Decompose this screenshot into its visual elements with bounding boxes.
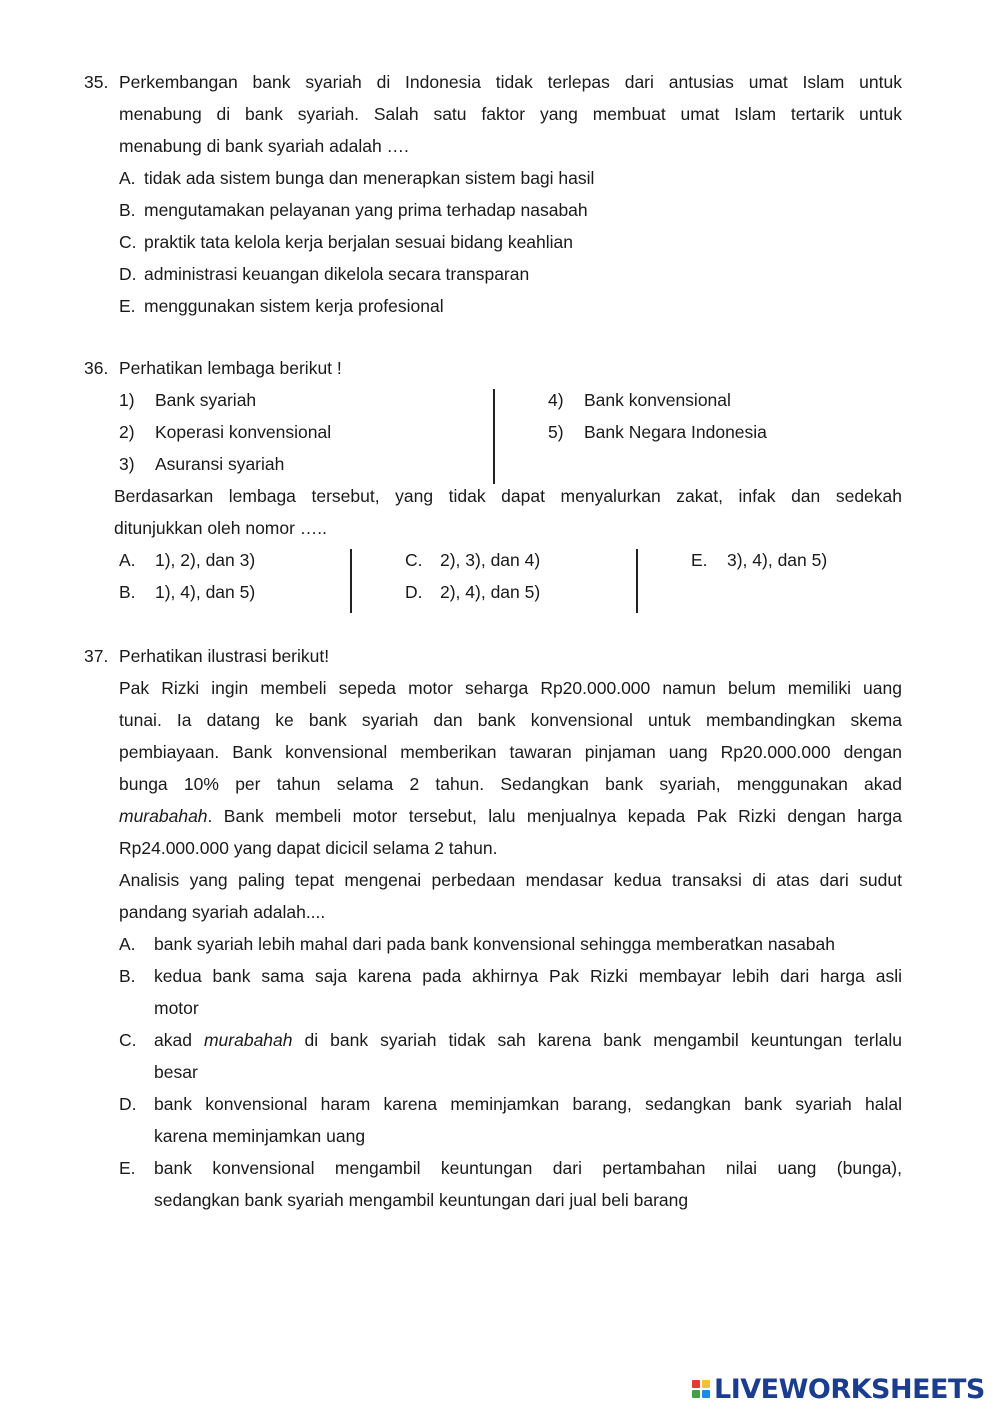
answer-option-c[interactable] — [119, 226, 902, 258]
answer-option-d[interactable] — [119, 1088, 902, 1152]
question-stem-line: Perkembangan bank syariah di Indonesia tidak terlepas dari antusias umat Islam untuk — [119, 72, 902, 92]
option-text-line: bank konvensional mengambil keuntungan dari pertambahan nilai uang (bunga), — [154, 1158, 902, 1178]
item-number: 5) — [548, 422, 564, 442]
option-label: D. — [119, 264, 137, 284]
item-text: Bank Negara Indonesia — [584, 422, 767, 442]
analysis-line: Analisis yang paling tepat mengenai perbedaan mendasar kedua transaksi di atas dari sudut — [119, 870, 902, 890]
option-text: akad — [154, 1030, 192, 1050]
story-line — [119, 800, 902, 832]
option-text: menggunakan sistem kerja profesional — [144, 296, 444, 316]
column-divider — [350, 549, 352, 613]
analysis-line: pandang syariah adalah.... — [119, 902, 326, 922]
italic-term: murabahah — [119, 806, 208, 826]
option-label: E. — [119, 1158, 136, 1178]
story-line: tunai. Ia datang ke bank syariah dan bank konvensional untuk membandingkan skema — [119, 710, 902, 730]
option-text: 1), 4), dan 5) — [155, 582, 256, 602]
option-text-line: motor — [154, 998, 199, 1018]
answer-option-b[interactable] — [119, 960, 902, 1024]
option-text: praktik tata kelola kerja berjalan sesuai bidang keahlian — [144, 232, 574, 252]
option-label: C. — [405, 550, 423, 570]
option-text: bank syariah lebih mahal dari pada bank konvensional sehingga memberatkan nasabah — [154, 934, 836, 954]
question-stem-line: menabung di bank syariah adalah …. — [119, 136, 409, 156]
option-label: B. — [119, 582, 136, 602]
answer-option-e[interactable] — [119, 290, 902, 322]
option-text-line — [154, 1024, 902, 1056]
item-text: Asuransi syariah — [155, 454, 285, 474]
logo-icon-cell — [702, 1390, 710, 1398]
option-text-line: bank konvensional haram karena meminjamkan barang, sedangkan bank syariah halal — [154, 1094, 902, 1114]
item-number: 3) — [119, 454, 135, 474]
option-text: administrasi keuangan dikelola secara transparan — [144, 264, 530, 284]
option-label: A. — [119, 168, 136, 188]
question-number: 37. — [84, 646, 109, 666]
option-text-line: kedua bank sama saja karena pada akhirnya Pak Rizki membayar lebih dari harga asli — [154, 966, 902, 986]
answer-option-b[interactable] — [119, 194, 902, 226]
logo-icon-cell — [692, 1380, 700, 1388]
question-37 — [84, 640, 902, 1216]
question-stem: Perhatikan lembaga berikut ! — [119, 358, 342, 378]
answer-option-e[interactable] — [119, 1152, 902, 1216]
italic-term: murabahah — [203, 1030, 293, 1050]
option-text: mengutamakan pelayanan yang prima terhadap nasabah — [144, 200, 588, 220]
story-line: Rp24.000.000 yang dapat dicicil selama 2 tahun. — [119, 838, 498, 858]
column-divider — [636, 549, 638, 613]
option-text: 2), 4), dan 5) — [440, 582, 541, 602]
option-text-line: karena meminjamkan uang — [154, 1126, 366, 1146]
option-label: B. — [119, 966, 136, 986]
question-stem: Perhatikan ilustrasi berikut! — [119, 646, 330, 666]
answer-option-a[interactable] — [119, 162, 902, 194]
option-label: D. — [405, 582, 423, 602]
item-number: 1) — [119, 390, 135, 410]
column-divider — [493, 389, 495, 484]
option-label: C. — [119, 232, 137, 252]
item-text: Bank konvensional — [584, 390, 731, 410]
question-number: 35. — [84, 72, 109, 92]
liveworksheets-grid-icon — [692, 1380, 710, 1398]
question-number: 36. — [84, 358, 109, 378]
option-text-line: besar — [154, 1062, 198, 1082]
option-label: E. — [691, 550, 708, 570]
item-text: Bank syariah — [155, 390, 257, 410]
story-line: pembiayaan. Bank konvensional memberikan tawaran pinjaman uang Rp20.000.000 dengan — [119, 742, 902, 762]
story-line: bunga 10% per tahun selama 2 tahun. Sedangkan bank syariah, menggunakan akad — [119, 774, 902, 794]
option-label: D. — [119, 1094, 137, 1114]
answer-option-d[interactable] — [119, 258, 902, 290]
question-prompt-line: Berdasarkan lembaga tersebut, yang tidak dapat menyalurkan zakat, infak dan sedekah — [114, 486, 902, 506]
liveworksheets-logo[interactable] — [692, 1372, 985, 1406]
option-text: tidak ada sistem bunga dan menerapkan sistem bagi hasil — [144, 168, 595, 188]
option-text: di bank syariah tidak sah karena bank mengambil keuntungan terlalu — [304, 1030, 902, 1050]
option-label: C. — [119, 1030, 137, 1050]
logo-icon-cell — [692, 1390, 700, 1398]
question-prompt-line: ditunjukkan oleh nomor ….. — [114, 518, 328, 538]
logo-icon-cell — [702, 1380, 710, 1388]
item-number: 2) — [119, 422, 135, 442]
option-text: 3), 4), dan 5) — [727, 550, 828, 570]
question-stem-line: menabung di bank syariah. Salah satu faktor yang membuat umat Islam tertarik untuk — [119, 104, 902, 124]
answer-option-c[interactable] — [119, 1024, 902, 1088]
option-label: B. — [119, 200, 136, 220]
option-label: A. — [119, 934, 136, 954]
answer-option-a[interactable] — [119, 928, 902, 960]
option-label: A. — [119, 550, 136, 570]
story-text: . Bank membeli motor tersebut, lalu menjualnya kepada Pak Rizki dengan harga — [207, 806, 902, 826]
item-text: Koperasi konvensional — [155, 422, 332, 442]
option-text-line: sedangkan bank syariah mengambil keuntungan dari jual beli barang — [154, 1190, 689, 1210]
question-35 — [84, 66, 902, 322]
option-label: E. — [119, 296, 136, 316]
item-number: 4) — [548, 390, 564, 410]
option-text: 1), 2), dan 3) — [155, 550, 256, 570]
story-line: Pak Rizki ingin membeli sepeda motor seharga Rp20.000.000 namun belum memiliki uang — [119, 678, 902, 698]
option-text: 2), 3), dan 4) — [440, 550, 541, 570]
logo-text: LIVEWORKSHEETS — [714, 1373, 985, 1405]
